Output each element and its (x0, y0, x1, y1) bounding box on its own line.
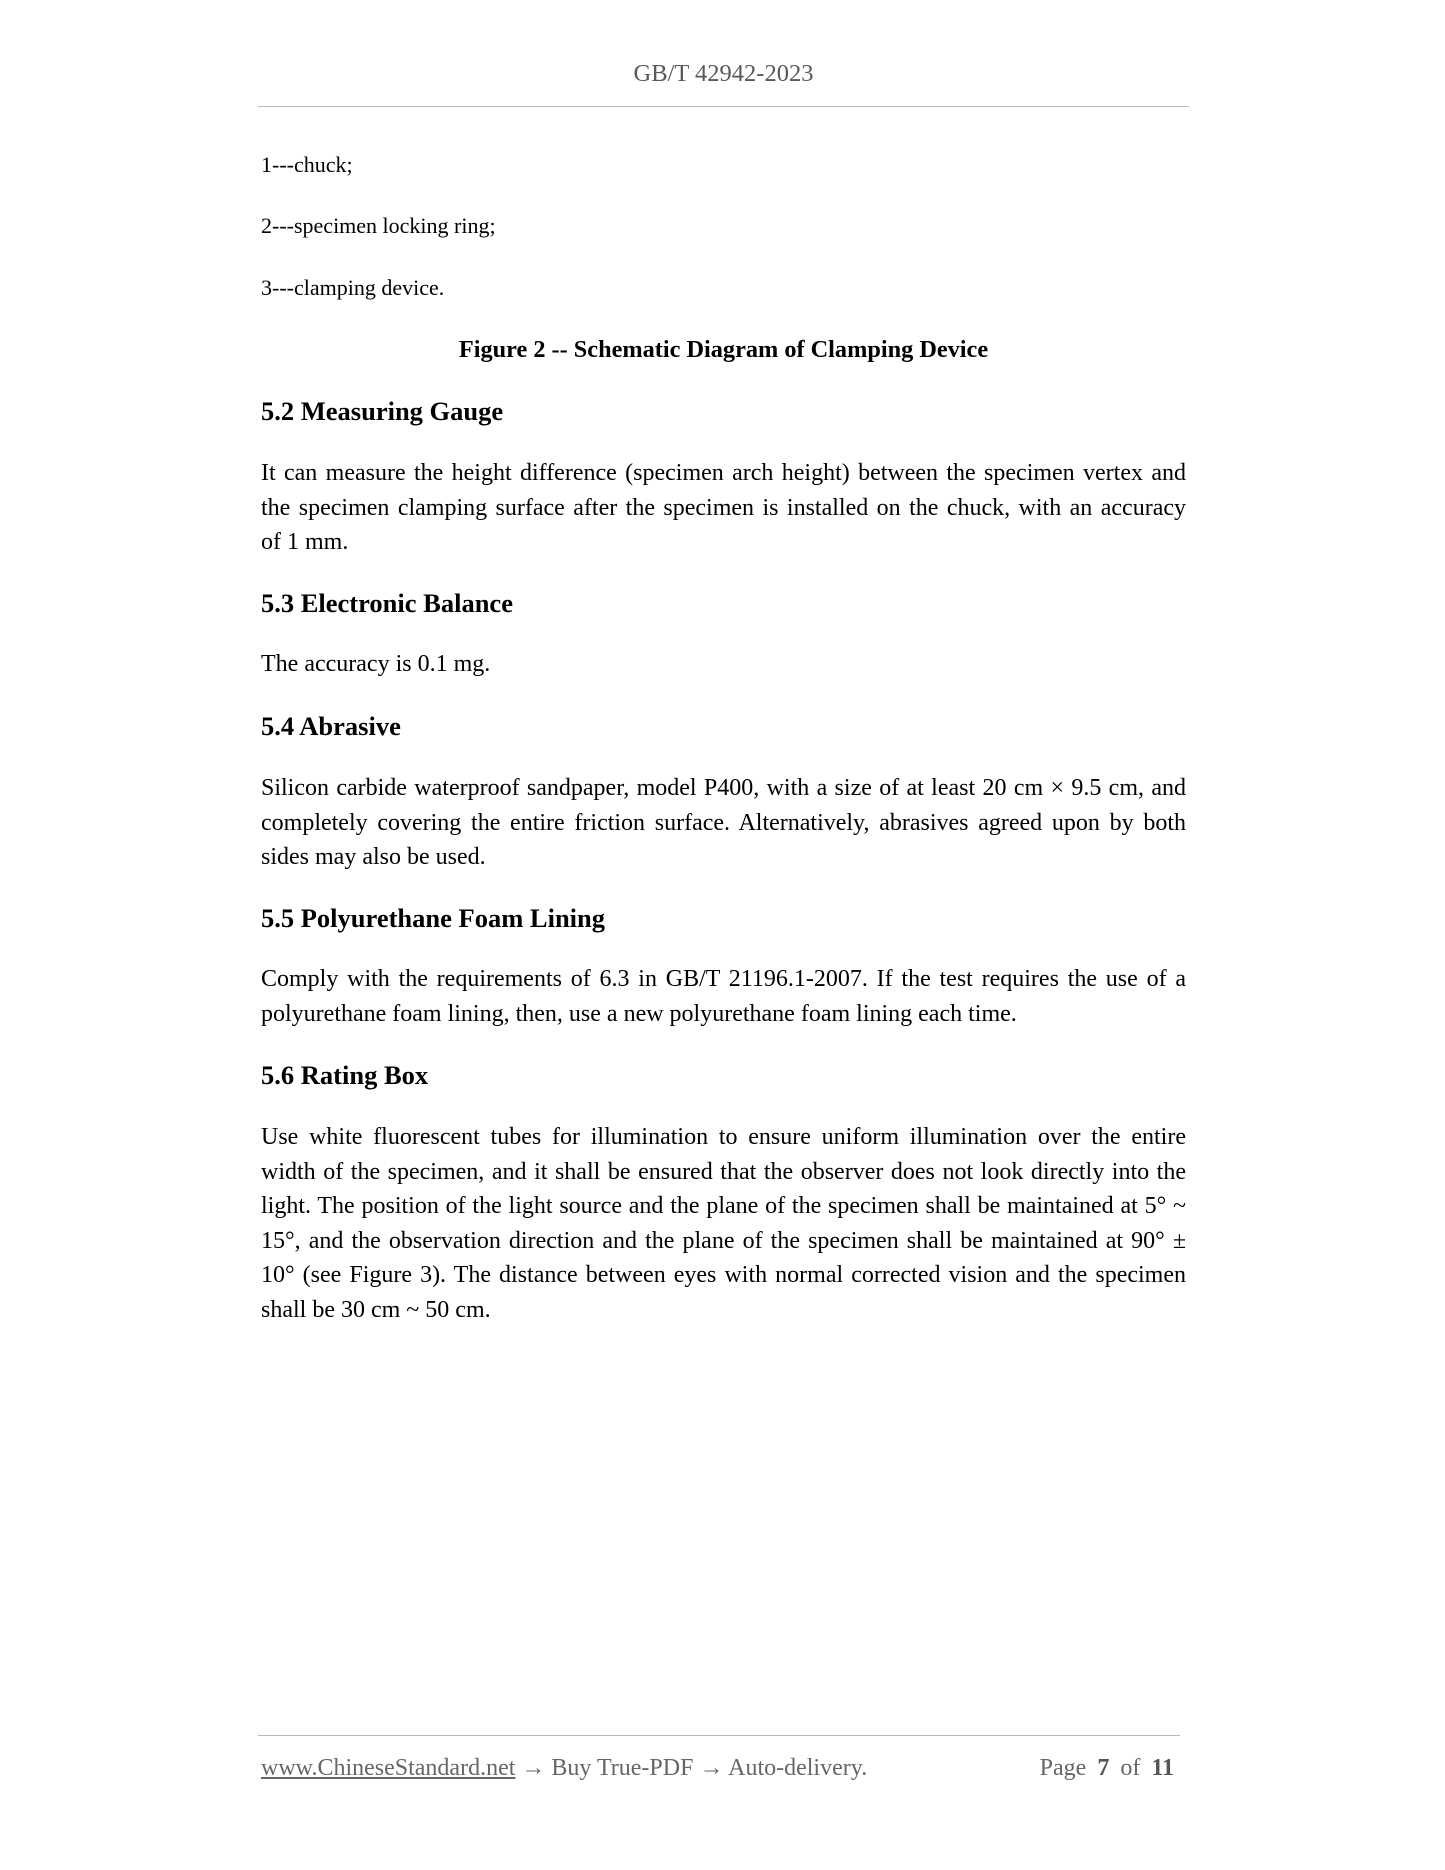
section-paragraph-5-2 (261, 456, 1186, 560)
section-paragraph-5-6 (261, 1120, 1186, 1328)
section-heading-5-5: 5.5 Polyurethane Foam Lining (261, 903, 606, 933)
page-of-label: of (1120, 1755, 1141, 1781)
paragraph-line: Use white fluorescent tubes for illumination to ensure uniform illumination over the entire (261, 1124, 1186, 1150)
paragraph-line: shall be 30 cm ~ 50 cm. (261, 1296, 491, 1323)
paragraph-line: The accuracy is 0.1 mg. (261, 651, 491, 677)
figure-legend-item: 1---chuck; (261, 152, 353, 177)
footer-tagline: → Buy True-PDF → Auto-delivery. (521, 1755, 868, 1781)
page-header-doc-code: GB/T 42942-2023 (633, 60, 814, 87)
section-paragraph-5-3 (261, 647, 1186, 682)
paragraph-line: light. The position of the light source and the plane of the specimen shall be maintained at 5° ~ (261, 1193, 1186, 1220)
section-heading-5-6: 5.6 Rating Box (261, 1060, 429, 1090)
header-divider (258, 106, 1189, 107)
page-total: 11 (1151, 1755, 1174, 1781)
paragraph-line: of 1 mm. (261, 529, 349, 556)
paragraph-line: It can measure the height difference (specimen arch height) between the specimen vertex and (261, 460, 1186, 486)
page-label: Page (1039, 1755, 1087, 1781)
paragraph-line: polyurethane foam lining, then, use a new polyurethane foam lining each time. (261, 1000, 1017, 1027)
footer-divider (258, 1735, 1180, 1736)
site-link[interactable]: www.ChineseStandard.net (261, 1755, 516, 1781)
figure-caption: Figure 2 -- Schematic Diagram of Clamping Device (458, 336, 989, 363)
section-paragraph-5-5 (261, 962, 1186, 1031)
section-heading-5-2: 5.2 Measuring Gauge (261, 396, 504, 426)
paragraph-line: completely covering the entire friction surface. Alternatively, abrasives agreed upon by both (261, 809, 1186, 836)
paragraph-line: Comply with the requirements of 6.3 in GB/T 21196.1-2007. If the test requires the use of a (261, 966, 1186, 992)
paragraph-line: Silicon carbide waterproof sandpaper, model P400, with a size of at least 20 cm × 9.5 cm, and (261, 775, 1186, 801)
paragraph-line: width of the specimen, and it shall be ensured that the observer does not look directly into the (261, 1158, 1186, 1185)
paragraph-line: sides may also be used. (261, 844, 486, 871)
section-heading-5-4: 5.4 Abrasive (261, 711, 401, 741)
footer-promo (261, 1753, 867, 1783)
figure-legend-item: 2---specimen locking ring; (261, 213, 496, 238)
page-number: 7 (1097, 1755, 1110, 1781)
page-counter (1040, 1753, 1174, 1783)
paragraph-line: 15°, and the observation direction and the plane of the specimen shall be maintained at 90° ± (261, 1227, 1186, 1254)
figure-legend-item: 3---clamping device. (261, 275, 445, 300)
section-paragraph-5-4 (261, 771, 1186, 875)
paragraph-line: the specimen clamping surface after the specimen is installed on the chuck, with an accuracy (261, 494, 1186, 521)
paragraph-line: 10° (see Figure 3). The distance between eyes with normal corrected vision and the specimen (261, 1262, 1186, 1289)
section-heading-5-3: 5.3 Electronic Balance (261, 588, 513, 618)
